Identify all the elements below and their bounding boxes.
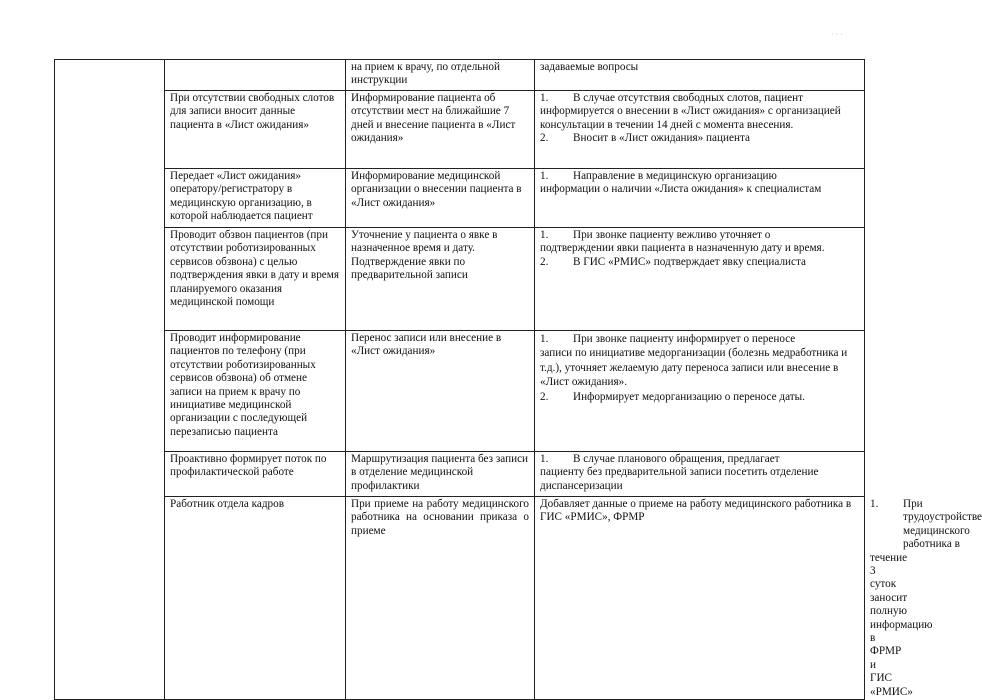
list-item <box>540 390 859 404</box>
detail-cell <box>535 169 865 228</box>
table-row <box>55 228 865 331</box>
item-number: 2. <box>540 390 549 403</box>
item-number: 1. <box>540 170 549 182</box>
list-item <box>540 170 859 183</box>
item-text: В случае планового обращения, предлагает <box>573 453 780 465</box>
item-number: 1. <box>870 498 879 510</box>
list-item <box>540 92 859 105</box>
role-cell <box>55 60 165 700</box>
item-text: В случае отсутствия свободных слотов, пациент <box>573 92 804 104</box>
item-text: При трудоустройстве медицинского работника в <box>903 498 982 551</box>
action-cell <box>165 60 346 91</box>
step-cell: Информирование медицинской организации о внесении пациента в «Лист ожидания» <box>346 169 535 228</box>
item-continuation: подтверждении явки пациента в назначенную дату и время. <box>540 242 825 255</box>
item-number: 2. <box>540 255 549 268</box>
item-continuation: пациенту без предварительной записи посетить отделение диспансеризации <box>540 466 819 492</box>
role-cell: Работник отдела кадров <box>165 497 346 700</box>
item-text: Информирует медорганизацию о переносе даты. <box>573 390 805 403</box>
table-row <box>55 169 865 228</box>
table-row <box>55 91 865 169</box>
item-number: 1. <box>540 92 549 104</box>
action-cell: При отсутствии свободных слотов для записи вносит данные пациента в «Лист ожидания» <box>165 91 346 169</box>
item-text: При звонке пациенту информирует о переносе <box>573 333 796 345</box>
item-number: 2. <box>540 132 549 145</box>
item-text: Направление в медицинскую организацию <box>573 170 777 182</box>
action-cell: Проводит обзвон пациентов (при отсутствии роботизированных сервисов обзвона) с целью подтверждения явки в дату и время планируемого оказания медицинской помощи <box>165 228 346 331</box>
detail-cell <box>535 452 865 497</box>
detail-cell: задаваемые вопросы <box>535 60 865 91</box>
action-cell: Проводит информирование пациентов по телефону (при отсутствии роботизированных сервисов обзвона) об отмене записи на прием к врачу по инициативе медицинской организации с последующей перезаписью пациента <box>165 331 346 452</box>
item-continuation: информируется о внесении в «Лист ожидания» с организацией консультации в течении 14 дней с момента внесения. <box>540 105 841 131</box>
list-item <box>540 229 859 242</box>
item-number: 1. <box>540 453 549 465</box>
item-text: При звонке пациенту вежливо уточняет о <box>573 229 771 241</box>
table-row <box>55 331 865 452</box>
step-cell: на прием к врачу, по отдельной инструкции <box>346 60 535 91</box>
step-cell: Перенос записи или внесение в «Лист ожидания» <box>346 331 535 452</box>
step-cell: Уточнение у пациента о явке в назначенное время и дату. Подтверждение явки по предварительной записи <box>346 228 535 331</box>
step-cell: Маршрутизация пациента без записи в отделение медицинской профилактики <box>346 452 535 497</box>
item-text: В ГИС «РМИС» подтверждает явку специалиста <box>573 255 806 268</box>
detail-cell <box>535 228 865 331</box>
item-number: 1. <box>540 229 549 241</box>
list-item <box>540 332 859 346</box>
item-number: 1. <box>540 333 549 345</box>
item-text: Вносит в «Лист ожидания» пациента <box>573 132 750 145</box>
list-item <box>540 132 859 145</box>
action-cell: Передает «Лист ожидания» оператору/регистратору в медицинскую организацию, в которой наблюдается пациент <box>165 169 346 228</box>
process-table <box>54 59 982 700</box>
detail-cell <box>535 331 865 452</box>
action-cell: При приеме на работу медицинского работника на основании приказа о приеме <box>346 497 535 700</box>
page-corner-mark: · · · <box>831 30 843 39</box>
detail-cell <box>535 91 865 169</box>
list-item <box>540 453 859 466</box>
table-row <box>55 60 865 91</box>
table-row <box>55 452 865 497</box>
step-cell: Добавляет данные о приеме на работу медицинского работника в ГИС «РМИС», ФРМР <box>535 497 865 700</box>
step-cell: Информирование пациента об отсутствии мест на ближайшие 7 дней и внесение пациента в «Лист ожидания» <box>346 91 535 169</box>
item-continuation: информации о наличии «Листа ожидания» к специалистам <box>540 183 822 196</box>
table-row: Работник отдела кадров При приеме на работу медицинского работника на основании приказа о приеме Добавляет данные о приеме на работу медицинского работника в ГИС «РМИС», ФРМР 1. При трудоустройстве медицинского работника в течение 3 суток заносит полную информацию в ФРМР и ГИС «РМИС» <box>55 497 865 700</box>
action-cell: Проактивно формирует поток по профилактической работе <box>165 452 346 497</box>
list-item <box>540 256 859 269</box>
item-continuation: записи по инициативе медорганизации (болезнь медработника и т.д.), уточняет желаемую дату переноса записи или внесение в «Лист ожидания». <box>540 347 848 389</box>
